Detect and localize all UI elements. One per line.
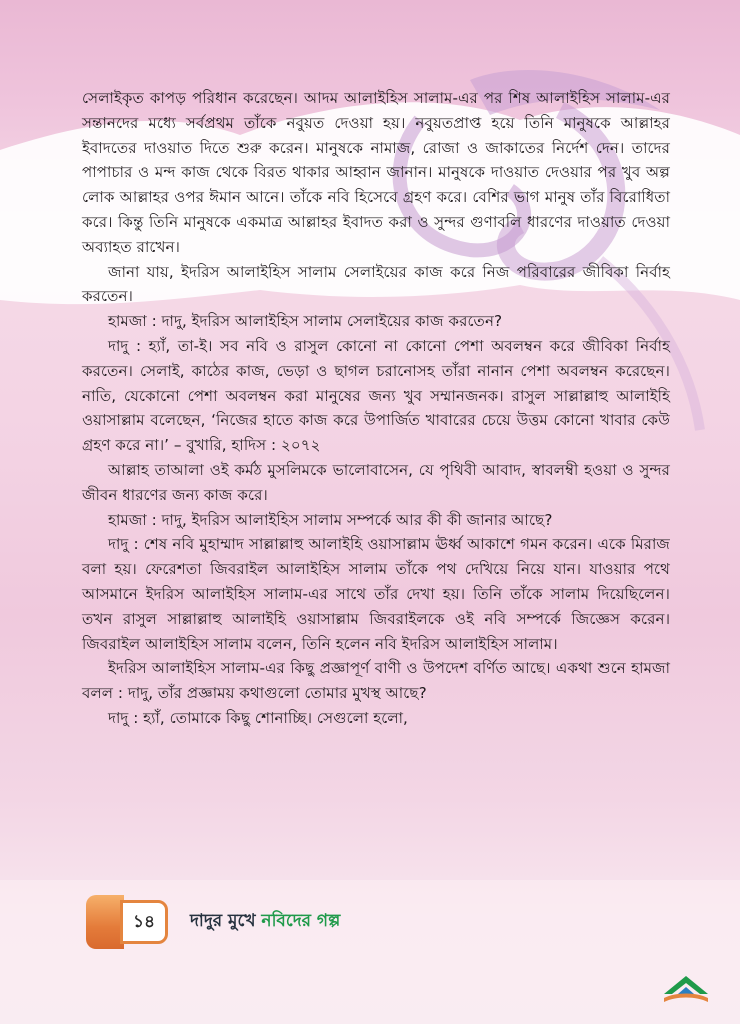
page-footer [86, 895, 506, 949]
dialogue-line: দাদু : হ্যাঁ, তা-ই। সব নবি ও রাসুল কোনো না কোনো পেশা অবলম্বন করে জীবিকা নির্বাহ করতেন। সেলাই, কাঠের কাজ, ভেড়া ও ছাগল চরানোসহ তাঁরা নানান পেশা অবলম্বন করেছেন। নাতি, যেকোনো পেশা অবলম্বন করা মানুষের জন্য খুব সম্মানজনক। রাসুল সাল্লাল্লাহু আলাইহি ওয়াসাল্লাম বলেছেন, ‘নিজের হাতে কাজ করে উপার্জিত খাবারের চেয়ে উত্তম কোনো খাবার কেউ গ্রহণ করে না।’ – বুখারি, হাদিস : ২০৭২ [82, 336, 670, 455]
page-tab-decoration [86, 895, 124, 949]
publisher-logo-icon [660, 968, 712, 1008]
page-number: ১৪ [120, 900, 168, 944]
paragraph: সেলাইকৃত কাপড় পরিধান করেছেন। আদম আলাইহিস সালাম-এর পর শিষ আলাইহিস সালাম-এর সন্তানদের মধ্যে সর্বপ্রথম তাঁকে নবুয়ত দেওয়া হয়। নবুয়তপ্রাপ্ত হয়ে তিনি মানুষকে আল্লাহর ইবাদতের দাওয়াত দিতে শুরু করেন। মানুষকে নামাজ, রোজা ও জাকাতের নির্দেশ দেন। তাদের পাপাচার ও মন্দ কাজ থেকে বিরত থাকার আহ্বান জানান। মানুষকে দাওয়াত দেওয়ার পর খুব অল্প লোক আল্লাহর ওপর ঈমান আনে। তাঁকে নবি হিসেবে গ্রহণ করে। বেশির ভাগ মানুষ তাঁর বিরোধিতা করে। কিন্তু তিনি মানুষকে একমাত্র আল্লাহর ইবাদত করা ও সুন্দর গুণাবলি ধারণের দাওয়াত দেওয়া অব্যাহত রাখেন। [82, 89, 671, 256]
paragraph: জানা যায়, ইদরিস আলাইহিস সালাম সেলাইয়ের কাজ করে নিজ পরিবারের জীবিকা নির্বাহ করতেন। [82, 262, 670, 306]
book-title [190, 908, 340, 936]
dialogue-line: হামজা : দাদু, ইদরিস আলাইহিস সালাম সম্পর্কে আর কী কী জানার আছে? [108, 510, 553, 529]
paragraph: ইদরিস আলাইহিস সালাম-এর কিছু প্রজ্ঞাপূর্ণ বাণী ও উপদেশ বর্ণিত আছে। একথা শুনে হামজা বলল : দাদু, তাঁর প্রজ্ঞাময় কথাগুলো তোমার মুখস্থ আছে? [82, 659, 670, 703]
book-title-part2: নবিদের গল্প [261, 911, 341, 931]
dialogue-line: হামজা : দাদু, ইদরিস আলাইহিস সালাম সেলাইয়ের কাজ করতেন? [108, 312, 503, 331]
dialogue-line: দাদু : শেষ নবি মুহাম্মাদ সাল্লাল্লাহু আলাইহি ওয়াসাল্লাম ঊর্ধ্ব আকাশে গমন করেন। একে মিরাজ বলা হয়। ফেরেশতা জিবরাইল আলাইহিস সালাম তাঁকে পথ দেখিয়ে নিয়ে যান। যাওয়ার পথে আসমানে ইদরিস আলাইহিস সালাম-এর সাথে তাঁর দেখা হয়। তিনি তাঁকে সালাম দিয়েছিলেন। তখন রাসুল সাল্লাল্লাহু আলাইহি ওয়াসাল্লাম জিবরাইলকে ওই নবি সম্পর্কে জিজ্ঞেস করেন। জিবরাইল আলাইহিস সালাম বলেন, তিনি হলেন নবি ইদরিস আলাইহিস সালাম। [82, 535, 670, 653]
paragraph: আল্লাহ তাআলা ওই কর্মঠ মুসলিমকে ভালোবাসেন, যে পৃথিবী আবাদ, স্বাবলম্বী হওয়া ও সুন্দর জীবন ধারণের জন্য কাজ করে। [82, 460, 670, 504]
book-title-part1: দাদুর মুখে [190, 911, 262, 931]
body-text [82, 86, 670, 731]
dialogue-line: দাদু : হ্যাঁ, তোমাকে কিছু শোনাচ্ছি। সেগুলো হলো, [108, 708, 408, 727]
